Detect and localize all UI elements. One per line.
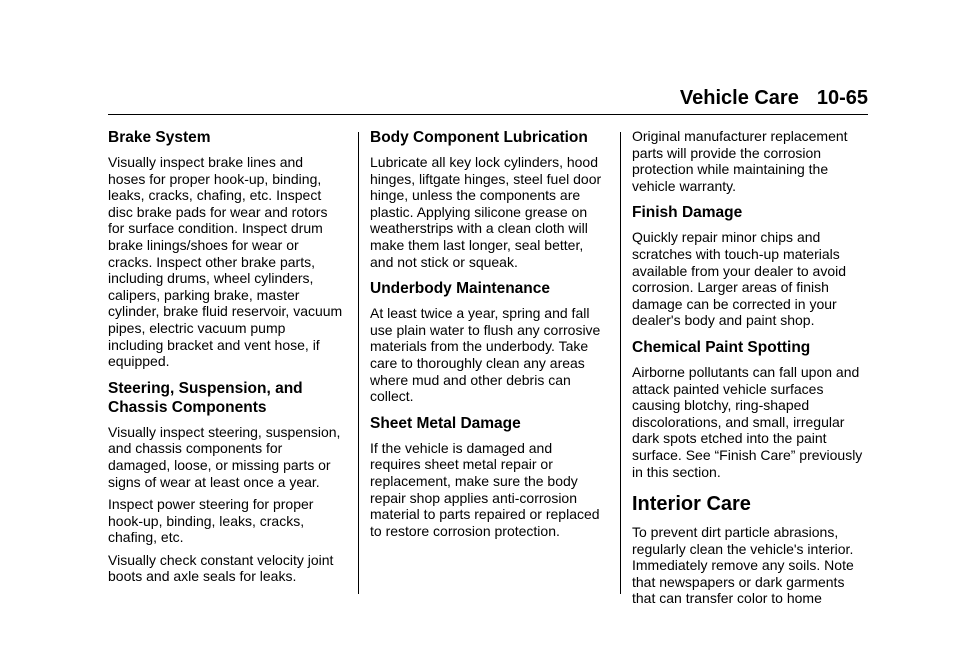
lubrication-text: Lubricate all key lock cylinders, hood hinges, liftgate hinges, steel fuel door hinge, unless the components are plastic. Applying silicone grease on weatherstrips with a clean cloth will make them last longer, seal better, and not stick or squeak.	[370, 154, 602, 270]
chemical-spotting-text: Airborne pollutants can fall upon and attack painted vehicle surfaces causing blotchy, ring-shaped discolorations, and small, irregular dark spots etched into the paint surface. See “Finish Care” previously in this section.	[632, 363, 863, 480]
steering-text-1: Visually inspect steering, suspension, and chassis components for damaged, loose, or missing parts or signs of wear at least once a year.	[108, 423, 341, 490]
steering-text-2: Inspect power steering for proper hook-up, binding, leaks, cracks, chafing, etc.	[108, 496, 314, 546]
steering-text-3: Visually check constant velocity joint boots and axle seals for leaks.	[108, 551, 334, 585]
column-1	[108, 128, 344, 591]
column-2	[370, 128, 606, 545]
steering-heading: Steering, Suspension, and Chassis Components	[108, 379, 303, 416]
chemical-spotting-heading: Chemical Paint Spotting	[632, 338, 811, 356]
lubrication-heading: Body Component Lubrication	[370, 129, 588, 146]
section-title: Vehicle Care	[679, 87, 799, 109]
column-divider-2	[620, 132, 621, 594]
header-divider	[108, 114, 868, 115]
sheet-metal-text: If the vehicle is damaged and requires sheet metal repair or replacement, make sure the body repair shop applies anti-corrosion material to parts repaired or replaced to restore corrosion protection.	[370, 439, 600, 539]
column-divider-1	[358, 132, 359, 594]
interior-care-heading: Interior Care	[632, 493, 751, 516]
column-3	[632, 128, 868, 613]
brake-system-heading: Brake System	[108, 129, 211, 146]
interior-care-text: To prevent dirt particle abrasions, regularly clean the vehicle's interior. Immediately remove any soils. Note that newspapers or dark garments that can transfer color to home	[632, 524, 854, 607]
page-header	[680, 88, 868, 108]
finish-damage-text: Quickly repair minor chips and scratches with touch-up materials available from your dealer to avoid corrosion. Larger areas of finish damage can be corrected in your dealer's body and paint shop.	[632, 229, 847, 329]
finish-damage-heading: Finish Damage	[632, 204, 743, 222]
underbody-heading: Underbody Maintenance	[370, 280, 550, 298]
continued-text: Original manufacturer replacement parts will provide the corrosion protection while maintaining the vehicle warranty.	[632, 128, 848, 194]
underbody-text: At least twice a year, spring and fall use plain water to flush any corrosive materials from the underbody. Take care to thoroughly clean any areas where mud and other debris can collect.	[370, 305, 601, 405]
page-number: 10-65	[816, 87, 868, 109]
sheet-metal-heading: Sheet Metal Damage	[370, 414, 521, 432]
brake-system-text: Visually inspect brake lines and hoses for proper hook-up, binding, leaks, cracks, chafing, etc. Inspect disc brake pads for wear and rotors for surface condition. Inspect drum brake linings/shoes for wear or cracks. Inspect other brake parts, including drums, wheel cylinders, calipers, parking brake, master cylinder, brake fluid reservoir, vacuum pipes, electric vacuum pump including bracket and vent hose, if equipped.	[108, 154, 343, 370]
